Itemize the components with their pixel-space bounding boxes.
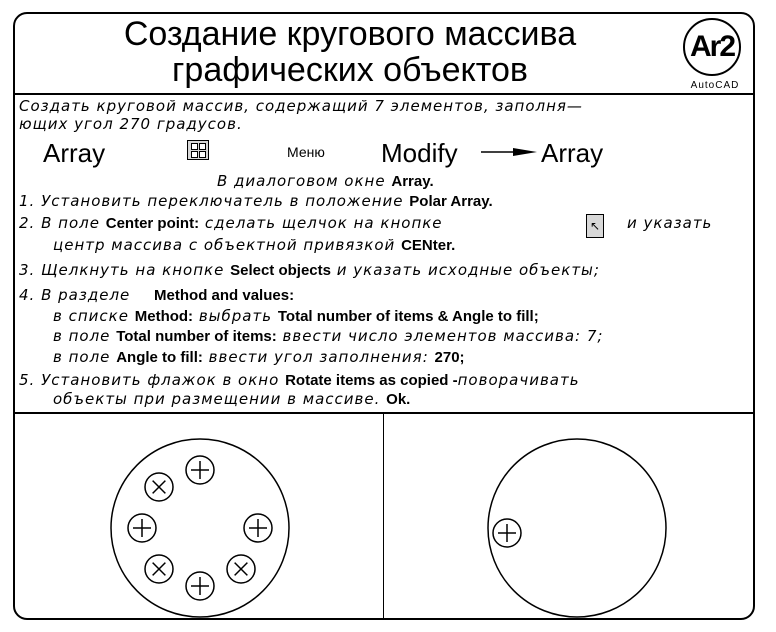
step-5-bold: Rotate items as copied -: [285, 372, 458, 389]
step-4-sub1-bold-b: Total number of items & Angle to fill;: [277, 308, 539, 325]
step-5: [19, 371, 580, 390]
array-item: [244, 514, 272, 542]
step-2-text-a: В поле: [41, 214, 100, 232]
step-2-line2-text: центр массива с объектной привязкой: [53, 236, 396, 254]
dialog-note-text: В диалоговом окне: [217, 172, 386, 190]
step-4-sub-1: [53, 307, 539, 326]
command-array: Array: [43, 138, 106, 168]
step-3: [19, 261, 600, 280]
step-2-num: 2.: [19, 214, 36, 232]
title-line-1: Создание кругового массива: [123, 15, 577, 53]
step-2: [19, 214, 443, 233]
array-item: [139, 549, 179, 589]
array-item: [186, 572, 214, 600]
step-1: [19, 192, 493, 211]
intro-line-2: ющих угол 270 градусов.: [19, 115, 243, 133]
array-item: [186, 456, 214, 484]
step-5-line2-text: объекты при размещении в массиве.: [53, 390, 381, 408]
pick-point-button[interactable]: [586, 214, 604, 238]
step-4-sub-3: [53, 348, 465, 367]
array-toolbar-icon[interactable]: [187, 140, 209, 160]
menu-arrow-icon: [479, 145, 541, 159]
logo-caption: AutoCAD: [690, 80, 740, 91]
step-4-sub1-bold-a: Method:: [134, 308, 194, 325]
source-item: [493, 519, 521, 547]
step-5-bold-b: Ok.: [386, 391, 411, 408]
title-line-2: графических объектов: [172, 51, 528, 89]
step-4-sub3-b: ввести угол заполнения:: [208, 348, 429, 366]
step-4-sub3-a: в поле: [53, 348, 111, 366]
menu-array[interactable]: Array: [541, 138, 604, 168]
step-4-sub1-b: выбрать: [198, 307, 273, 325]
pick-point-icon: ↖: [589, 219, 601, 233]
result-drawing: [15, 414, 383, 620]
dialog-note: [217, 172, 434, 191]
step-1-text: Установить переключатель в положение: [41, 192, 404, 210]
step-4-num: 4.: [19, 286, 36, 304]
step-4-sub1-a: в списке: [53, 307, 129, 325]
page-title: [15, 16, 685, 88]
step-4-sub2-bold: Total number of items:: [116, 328, 277, 345]
step-4-bold: Method and values:: [154, 287, 295, 304]
step-1-bold: Polar Array.: [409, 193, 493, 210]
header-divider: [15, 93, 753, 95]
step-2-line-2: [53, 236, 455, 255]
step-2-bold-a: Center point:: [105, 215, 200, 232]
source-path-circle: [488, 439, 666, 617]
drawing-split-line: [383, 414, 384, 618]
step-5-text-b: поворачивать: [457, 371, 580, 389]
step-5-line-2: [53, 390, 410, 409]
step-4-sub2-a: в поле: [53, 327, 111, 345]
array-item: [139, 467, 179, 507]
step-4-sub3-val: 270;: [434, 349, 465, 366]
menu-label: Меню: [287, 144, 325, 160]
array-item: [221, 549, 261, 589]
step-3-text-b: и указать исходные объекты;: [336, 261, 600, 279]
step-3-text-a: Щелкнуть на кнопке: [41, 261, 225, 279]
step-4-sub-2: [53, 327, 603, 346]
menu-modify[interactable]: Modify: [381, 138, 458, 168]
source-drawing: [385, 414, 755, 620]
step-4-text-a: В разделе: [41, 286, 131, 304]
autocad-logo: [683, 18, 747, 96]
slide-frame: [13, 12, 755, 620]
logo-mark: Ar2: [683, 18, 741, 76]
step-4-sub3-bold: Angle to fill:: [116, 349, 203, 366]
step-2-text-c: и указать: [627, 214, 713, 232]
step-5-text-a: Установить флажок в окно: [41, 371, 280, 389]
step-2-text-b: сделать щелчок на кнопке: [204, 214, 443, 232]
intro-line-1: Создать круговой массив, содержащий 7 элементов, заполня—: [19, 97, 583, 115]
array-item: [128, 514, 156, 542]
dialog-name: Array.: [391, 173, 434, 190]
step-1-num: 1.: [19, 192, 36, 210]
step-5-num: 5.: [19, 371, 36, 389]
step-4-sub2-b: ввести число элементов массива: 7;: [282, 327, 604, 345]
step-3-num: 3.: [19, 261, 36, 279]
array-items: [128, 456, 272, 600]
step-3-bold: Select objects: [230, 262, 331, 279]
step-2-bold-b: CENter.: [401, 237, 456, 254]
step-4: [19, 286, 294, 305]
